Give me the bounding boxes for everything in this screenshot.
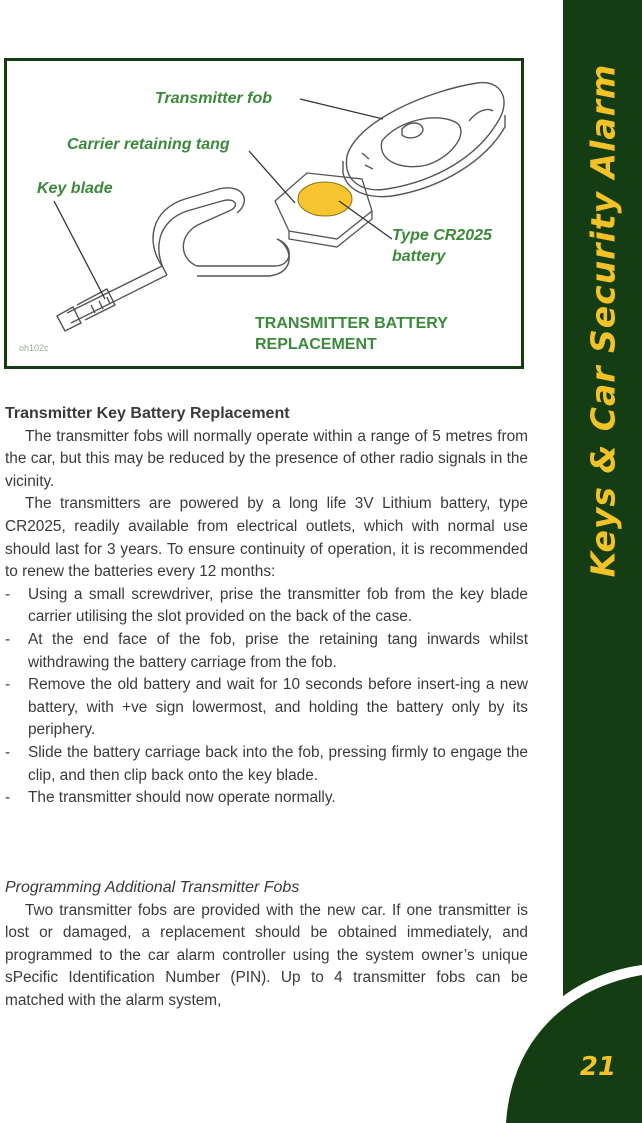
section-heading: Programming Additional Transmitter Fobs (5, 879, 300, 896)
list-item-text: Using a small screwdriver, prise the transmitter fob from the key blade carrier utilising the slot provided on the back of the case. (28, 585, 528, 626)
section-programming (5, 877, 528, 1013)
figure-caption-line1: TRANSMITTER BATTERY (255, 315, 448, 332)
figure-code: oh102c (19, 343, 49, 353)
figure-caption-line2: REPLACEMENT (255, 336, 377, 353)
list-item (5, 584, 528, 629)
list-item (5, 742, 528, 787)
section-title-text: Keys & Car Security Alarm (583, 63, 622, 577)
list-dash: - (5, 585, 11, 603)
list-item (5, 674, 528, 742)
list-dash: - (5, 743, 11, 761)
list-dash: - (5, 630, 11, 648)
paragraph-range: The transmitter fobs will normally operate within a range of 5 metres from the car, but this may be reduced by the presence of other radio signals in the vicinity. (5, 427, 528, 490)
section-heading: Transmitter Key Battery Replacement (5, 405, 290, 422)
paragraph-programming: Two transmitter fobs are provided with the new car. If one transmitter is lost or damaged, a replacement should be obtained immediately, and programmed to the car alarm controller using the system owner’s unique sPecific Identification Number (PIN). Up to 4 transmitter fobs can be matched with the alarm system, (5, 901, 528, 1009)
battery-shape (298, 182, 352, 216)
label-transmitter-fob: Transmitter fob (155, 90, 273, 107)
list-item (5, 629, 528, 674)
list-item-text: The transmitter should now operate normally. (28, 789, 336, 807)
label-key-blade: Key blade (37, 180, 113, 197)
list-item-text: Remove the old battery and wait for 10 seconds before insert-ing a new battery, with +ve sign lowermost, and holding the battery only by its periphery. (28, 676, 528, 739)
label-carrier-tang: Carrier retaining tang (67, 136, 230, 153)
label-battery: battery (392, 248, 446, 265)
steps-list (5, 584, 528, 810)
page-number: 21 (579, 1052, 617, 1082)
list-dash: - (5, 789, 11, 807)
list-dash: - (5, 676, 11, 694)
list-item (5, 787, 528, 810)
label-battery-type: Type CR2025 (392, 227, 492, 244)
paragraph-battery: The transmitters are powered by a long life 3V Lithium battery, type CR2025, readily available from electrical outlets, which with normal use should last for 3 years. To ensure continuity of operation, it is recommended to renew the batteries every 12 months: (5, 495, 528, 581)
section-title-vertical (563, 40, 642, 600)
list-item-text: Slide the battery carriage back into the fob, pressing firmly to engage the clip, and then clip back onto the key blade. (28, 743, 528, 784)
section-battery-replacement (5, 403, 528, 810)
figure-caption (255, 313, 448, 355)
list-item-text: At the end face of the fob, prise the retaining tang inwards whilst withdrawing the battery carriage from the fob. (28, 630, 528, 671)
transmitter-battery-figure (4, 58, 524, 369)
